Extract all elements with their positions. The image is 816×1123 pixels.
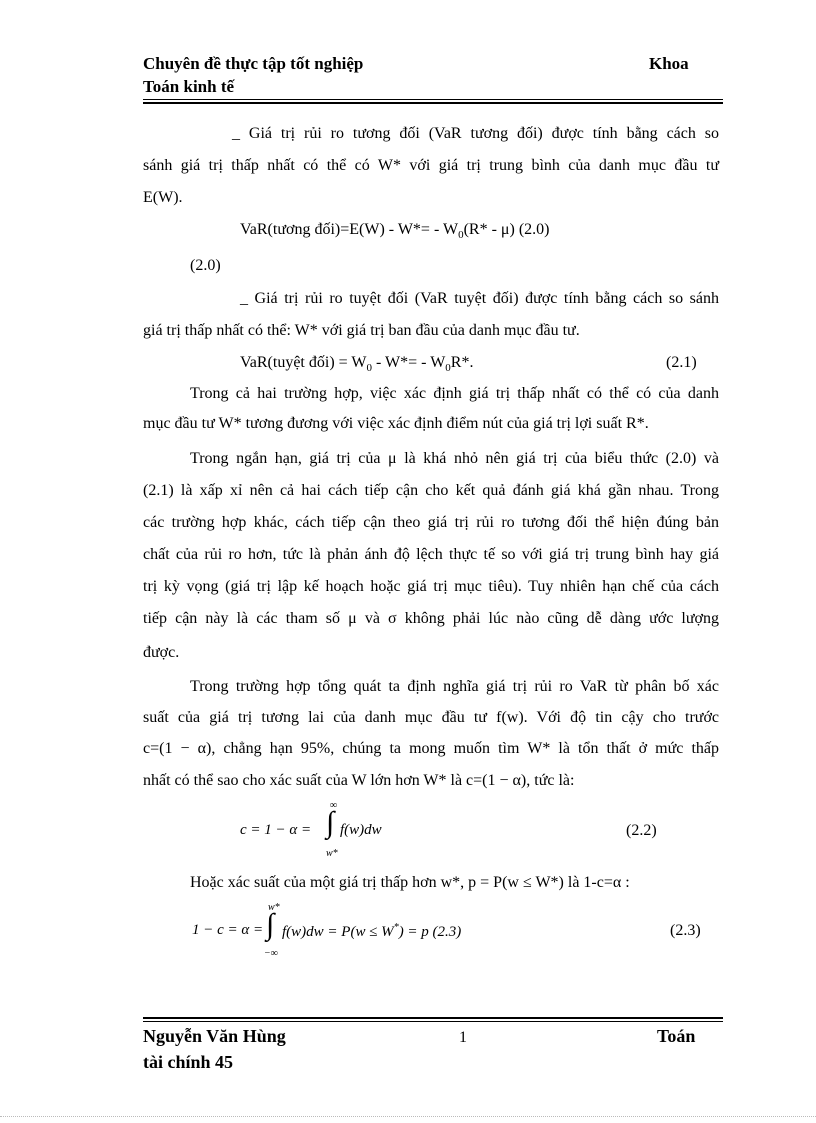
p2-line2: giá trị thấp nhất có thể: W* với giá trị ban đầu của danh mục đầu tư. — [143, 322, 580, 339]
p4-line5: trị kỳ vọng (giá trị lập kế hoạch hoặc giá trị mục tiêu). Tuy nhiên hạn chế của cách — [143, 578, 719, 595]
eq22-upper-limit: ∞ — [330, 800, 338, 811]
eq22-number: (2.2) — [626, 822, 657, 839]
header-rule-bottom — [143, 102, 723, 104]
p3-line1: Trong cả hai trường hợp, việc xác định giá trị thấp nhất có thể có của danh — [190, 385, 719, 402]
p3-line2: mục đầu tư W* tương đương với việc xác định điểm nút của giá trị lợi suất R*. — [143, 415, 649, 432]
header-subtitle: Toán kinh tế — [143, 77, 235, 96]
eq23-rhs: f(w)dw = P(w ≤ W*) = p (2.3) — [282, 922, 462, 940]
footer-rule-bottom — [143, 1021, 723, 1022]
eq22-lower-limit: w* — [326, 848, 338, 859]
eq22-rhs: f(w)dw — [340, 822, 382, 838]
p4-line6: tiếp cận này là các tham số μ và σ không phải lúc nào cũng dễ dàng ước lượng — [143, 610, 719, 627]
equation-number-2-0: (2.0) — [190, 257, 221, 274]
header-title: Chuyên đề thực tập tốt nghiệp — [143, 54, 364, 73]
footer-author: Nguyễn Văn Hùng — [143, 1026, 286, 1046]
eq23-lhs: 1 − c = α = — [192, 922, 264, 938]
p4-line3: các trường hợp khác, cách tiếp cận theo giá trị rủi ro tương đối thể hiện đúng bản — [143, 514, 719, 531]
footer-line2: tài chính 45 — [143, 1052, 234, 1072]
page-number: 1 — [459, 1029, 467, 1046]
equation-var-absolute: VaR(tuyệt đối) = $W_0 - W*= - W_0R*$. — [240, 354, 474, 375]
eq22-lhs: c = 1 − α = — [240, 822, 312, 838]
page-edge-dotted — [0, 1116, 816, 1117]
p1-line3: E(W). — [143, 189, 183, 206]
p4-line2: (2.1) là xấp xỉ nên cả hai cách tiếp cận cho kết quả đánh giá khá gần nhau. Trong — [143, 482, 719, 499]
eq23-number: (2.3) — [670, 922, 701, 939]
p6-line1: Hoặc xác suất của một giá trị thấp hơn w*, p = P(w ≤ W*) là 1-c=α : — [190, 874, 630, 891]
p4-line1: Trong ngắn hạn, giá trị của μ là khá nhỏ nên giá trị của biểu thức (2.0) và — [190, 450, 719, 467]
p5-line1: Trong trường hợp tổng quát ta định nghĩa giá trị rủi ro VaR từ phân bố xác — [190, 678, 719, 695]
p1-line2: sánh giá trị thấp nhất có thể có W* với giá trị trung bình của danh mục đầu tư — [143, 157, 719, 174]
p5-line4: nhất có thể sao cho xác suất của W lớn hơn W* là c=(1 − α), tức là: — [143, 772, 575, 789]
equation-var-relative: VaR(tương đối)=E(W) - $W*= - W_0(R* - \mu)$ (2.0) — [240, 221, 550, 242]
p1-line1: _ Giá trị rủi ro tương đối (VaR tương đối) được tính bằng cách so — [232, 125, 719, 142]
p2-line1: _ Giá trị rủi ro tuyệt đối (VaR tuyệt đối) được tính bằng cách so sánh — [240, 290, 719, 307]
p5-line2: suất của giá trị tương lai của danh mục đầu tư f(w). Với độ tin cậy cho trước — [143, 709, 719, 726]
header-rule-top — [143, 99, 723, 100]
integral-sign: ∫ — [326, 806, 335, 839]
footer-right: Toán — [657, 1026, 696, 1046]
equation-number-2-1: (2.1) — [666, 354, 697, 371]
p5-line3: c=(1 − α), chẳng hạn 95%, chúng ta mong muốn tìm W* là tổn thất ở mức thấp — [143, 740, 719, 757]
p4-line4: chất của rủi ro hơn, tức là phản ánh độ lệch thực tế so với giá trị trung bình hay giá — [143, 546, 719, 563]
eq23-upper-limit: w* — [268, 902, 280, 913]
p4-line7: được. — [143, 644, 180, 661]
header-right: Khoa — [649, 54, 689, 73]
integral-sign: ∫ — [266, 908, 275, 941]
footer-rule-top — [143, 1017, 723, 1019]
eq23-lower-limit: −∞ — [264, 948, 278, 959]
